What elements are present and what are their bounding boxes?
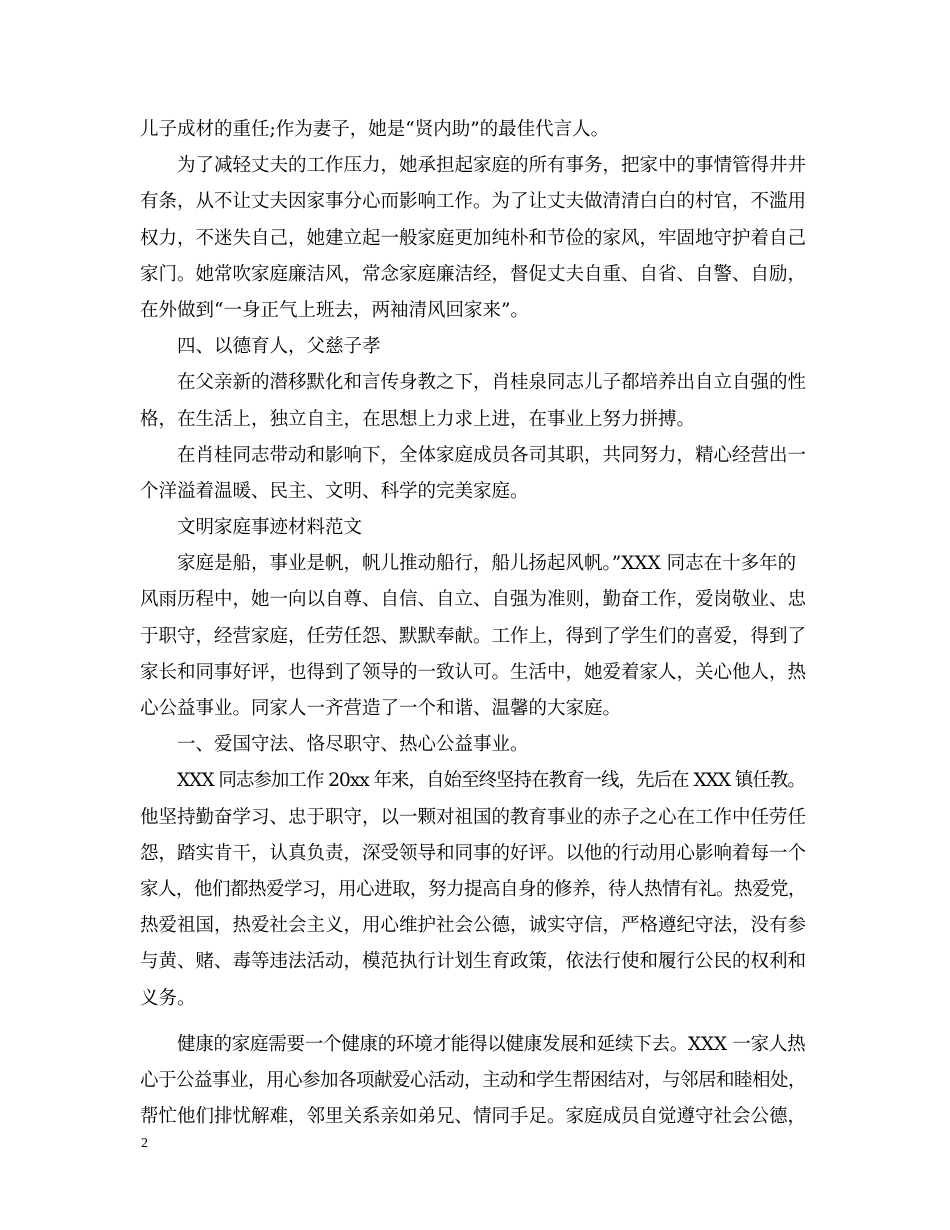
section-heading: 一、爱国守法、恪尽职守、热心公益事业。 [177,734,529,756]
text-line: 格，在生活上，独立自主，在思想上力求上进，在事业上努力拼搏。 [140,408,696,430]
text-line: 有条，从不让丈夫因家事分心而影响工作。为了让丈夫做清清白白的村官，不滥用 [140,191,807,213]
text-line: 在父亲新的潜移默化和言传身教之下，肖桂泉同志儿子都培养出自立自强的性 [177,372,807,394]
section-heading: 四、以德育人，父慈子孝 [177,336,381,358]
section-heading: 文明家庭事迹材料范文 [177,517,363,539]
text-line: 健康的家庭需要一个健康的环境才能得以健康发展和延续下去。XXX 一家人热 [177,1033,806,1055]
text-line: 怨，踏实肯干，认真负责，深受领导和同事的好评。以他的行动用心影响着每一个 [140,842,807,864]
text-line: 家庭是船，事业是帆，帆儿推动船行，船儿扬起风帆。”XXX 同志在十多年的 [177,553,797,575]
text-line: 心公益事业。同家人一齐营造了一个和谐、温馨的大家庭。 [140,698,622,719]
text-line: 他坚持勤奋学习、忠于职守，以一颗对祖国的教育事业的赤子之心在工作中任劳任 [140,806,807,828]
text-line: 与黄、赌、毒等违法活动，模范执行计划生育政策，依法行使和履行公民的权利和 [140,951,807,973]
document-body [140,112,810,1135]
text-line: 个洋溢着温暖、民主、文明、科学的完美家庭。 [140,480,529,502]
text-line: 风雨历程中，她一向以自尊、自信、自立、自强为准则，勤奋工作，爱岗敬业、忠 [140,589,807,611]
text-line: 家长和同事好评，也得到了领导的一致认可。生活中，她爱着家人，关心他人，热 [140,661,807,683]
text-line: 义务。 [140,987,196,1009]
text-line: 热爱祖国，热爱社会主义，用心维护社会公德，诚实守信，严格遵纪守法，没有参 [140,915,807,937]
page-number: 2 [141,1136,148,1151]
text-line: 在外做到“一身正气上班去，两袖清风回家来”。 [140,299,529,321]
text-line: 权力，不迷失自己，她建立起一般家庭更加纯朴和节俭的家风，牢固地守护着自己 [140,227,807,249]
text-line: 帮忙他们排忧解难，邻里关系亲如弟兄、情同手足。家庭成员自觉遵守社会公德， [140,1106,807,1128]
text-line: 在肖桂同志带动和影响下，全体家庭成员各司其职，共同努力，精心经营出一 [177,444,807,466]
text-line: 儿子成材的重任;作为妻子，她是“贤内助”的最佳代言人。 [140,119,610,140]
text-line: 家门。她常吹家庭廉洁风，常念家庭廉洁经，督促丈夫自重、自省、自警、自励， [140,263,807,285]
text-line: 心于公益事业，用心参加各项献爱心活动，主动和学生帮困结对，与邻居和睦相处， [140,1069,807,1091]
text-line: 为了减轻丈夫的工作压力，她承担起家庭的所有事务，把家中的事情管得井井 [177,155,807,177]
text-line: 于职守，经营家庭，任劳任怨、默默奉献。工作上，得到了学生们的喜爱，得到了 [140,625,807,647]
text-line: XXX 同志参加工作 20xx 年来，自始至终坚持在教育一线，先后在 XXX 镇任教。 [177,770,805,792]
text-line: 家人，他们都热爱学习，用心进取，努力提高自身的修养，待人热情有礼。热爱党， [140,878,807,900]
